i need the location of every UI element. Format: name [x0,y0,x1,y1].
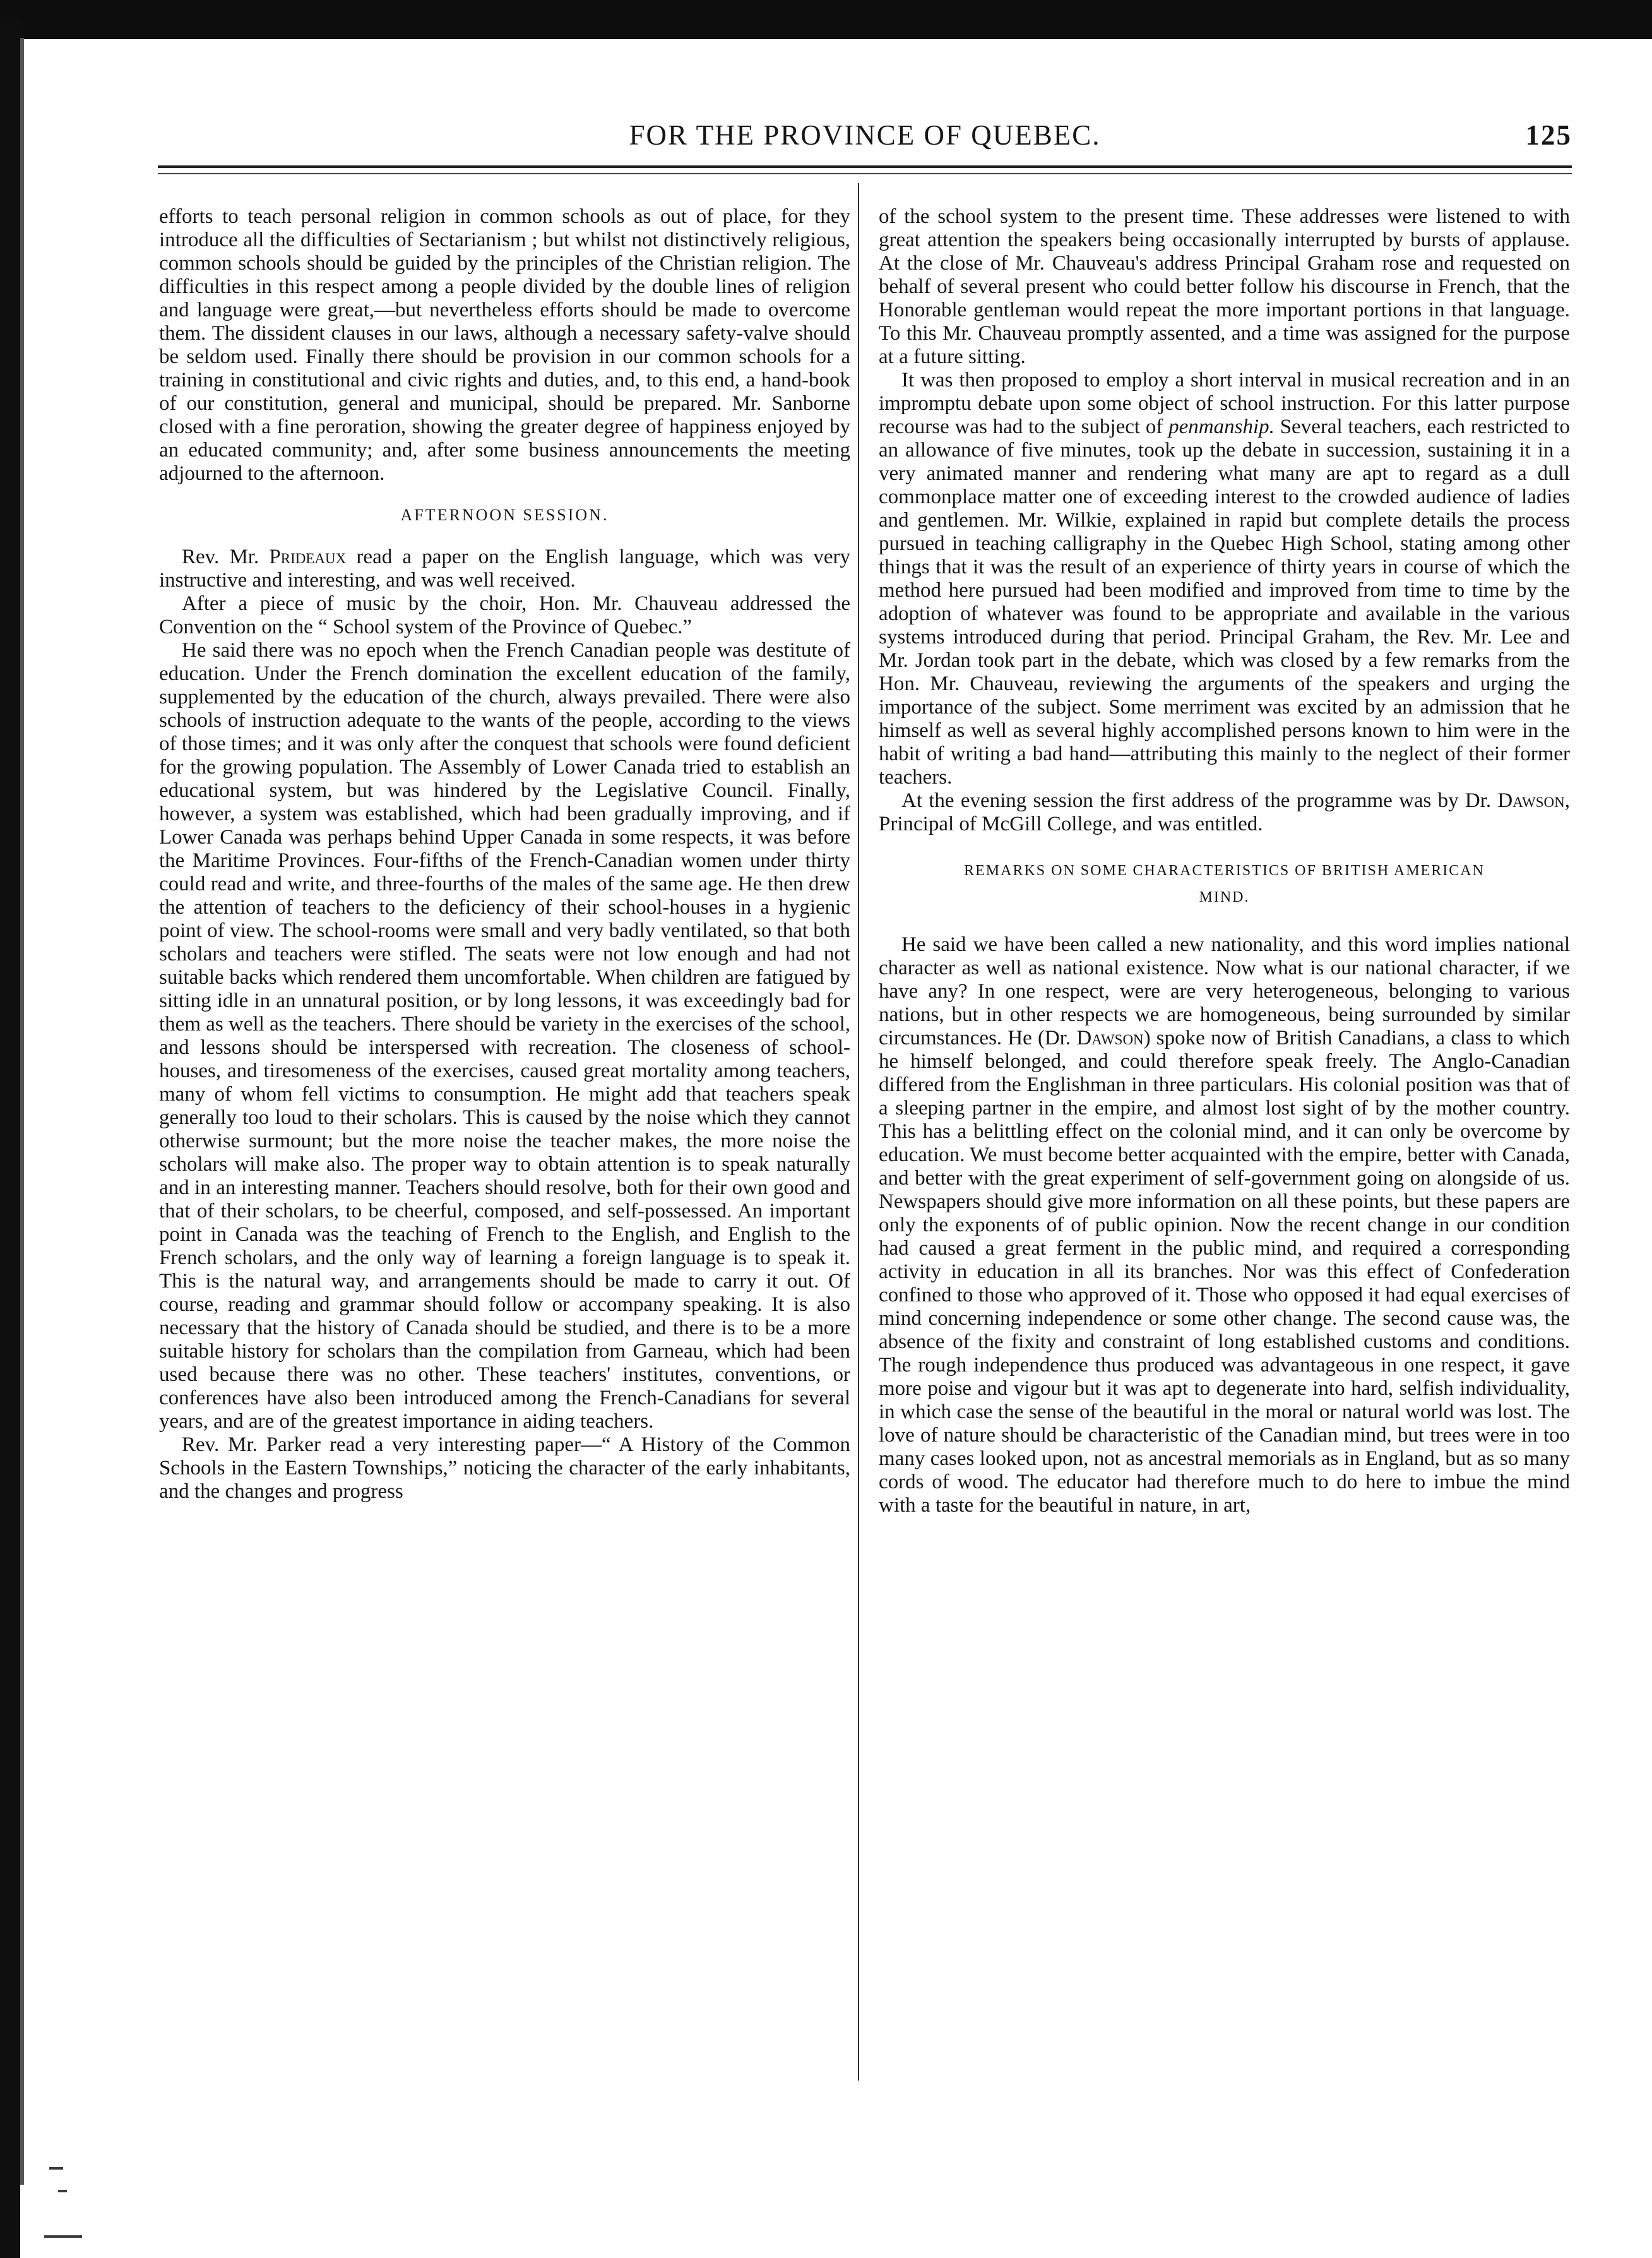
column-divider [858,183,859,2081]
nationality-rest: ) spoke now of British Canadians, a class to which he himself belonged, and could therefore speak freely. The Anglo-Canadian differed from the Englishman in three particulars. His colonial position was that of a sleeping partner in the empire, and almost lost sight of by the mother country. This has a belittling effect on the colonial mind, and it can only be overcome by education. We must become better acquainted with the empire, better with Canada, and better with the great experiment of self-government going on alongside of us. Newspapers should give more information on all these points, but these papers are only the exponents of of public opinion. Now the recent change in our condition had caused a great ferment in the public mind, and required a corresponding activity in education in all its branches. Nor was this effect of Confederation confined to those who approved of it. Those who opposed it had equal exercises of mind concerning independence or some other change. The second cause was, the absence of the fixity and constraint of long established customs and conditions. The rough independence thus produced was advantageous in one respect, it gave more poise and vigour but it was apt to degenerate into hard, selfish individuality, in which case the sense of the beautiful in the moral or natural world was lost. The love of nature should be characteristic of the Canadian mind, but trees were in too many cases looked upon, not as ancestral memorials as in England, but as so many cords of wood. The educator had therefore much to do here to imbue the mind with a taste for the beautiful in nature, in art, [879,1027,1570,1517]
left-paragraph-prideaux [159,546,850,592]
left-paragraph-epoch: He said there was no epoch when the French Canadian people was destitute of education. Under the French domination the excellent education of the family, supplemented by the education of the church, always prevailed. There were also schools of instruction adequate to the wants of the people, according to the views of those times; and it was only after the conquest that schools were found deficient for the growing population. The Assembly of Lower Canada tried to establish an educational system, but was hindered by the Legislative Council. Finally, however, a system was established, which had been gradually improving, and if Lower Canada was perhaps behind Upper Canada in some respects, it was before the Maritime Provinces. Four-fifths of the French-Canadian women under thirty could read and write, and three-fourths of the males of the same age. He then drew the attention of teachers to the deficiency of their school-houses in a hygienic point of view. The school-rooms were small and very badly ventilated, so that both scholars and teachers were stifled. The seats were not low enough and had not suitable backs which rendered them uncomfortable. When children are fatigued by sitting idle in an unnatural position, or by long lessons, it was exceedingly bad for them as well as the teachers. There should be variety in the exercises of the school, and lessons should be interspersed with recreation. The closeness of school-houses, and tiresomeness of the exercises, caused great mortality among teachers, many of whom fell victims to consumption. He might add that teachers speak generally too loud to their scholars. This is caused by the noise which they cannot otherwise surmount; but the more noise the teacher makes, the more noise the scholars will make also. The proper way to obtain attention is to speak naturally and in an interesting manner. Teachers should resolve, both for their own good and that of their scholars, to be cheerful, composed, and self-possessed. An important point in Canada was the teaching of French to the English, and English to the French scholars, and the only way of learning a foreign language is to speak it. This is the natural way, and arrangements should be made to carry it out. Of course, reading and grammar should follow or accompany speaking. It is also necessary that the history of Canada should be studied, and there is to be a more suitable history for scholars than the compilation from Garneau, which had been used because there was no other. These teachers' institutes, conventions, or conferences have also been introduced among the French-Canadians for several years, and are of the greatest importance in aiding teachers. [159,639,850,1433]
left-column [159,205,850,2093]
remarks-heading-line-1: REMARKS ON SOME CHARACTERISTICS OF BRITISH AMERICAN [964,863,1485,879]
scan-gutter-shadow [20,38,24,2185]
evening-lead: At the evening session the first address of the programme was by Dr. [901,789,1498,812]
evening-rest: , Principal of McGill College, and was entitled. [879,789,1570,835]
penmanship-lead: It was then proposed to employ a short interval in musical recreation and in an impromptu debate upon some object of school instruction. For this latter purpose recourse was had to the subject of [879,369,1570,438]
left-paragraph-parker: Rev. Mr. Parker read a very interesting paper—“ A History of the Common Schools in the Eastern Townships,” noticing the character of the early inhabitants, and the changes and progress [159,1433,850,1503]
right-paragraph-penmanship [879,369,1570,789]
remarks-heading-line-2: MIND. [1199,889,1250,905]
scan-top-border [0,0,1652,39]
nationality-lead: He said we have been called a new nationality, and this word implies national character as well as national existence. Now what is our national character, if we have any? In one respect, were are very heterogeneous, belonging to various nations, but in other respects we are homogeneous, being surrounded by similar circumstances. He (Dr. [879,933,1570,1049]
page-number: 125 [1525,119,1572,151]
scan-speck [44,2235,82,2238]
running-head [158,114,1572,158]
scan-speck [49,2167,63,2170]
left-paragraph-1: efforts to teach personal religion in common schools as out of place, for they introduce all the difficulties of Sectarianism ; but whilst not distinctively religious, common schools should be guided by the principles of the Christian religion. The difficulties in this respect among a people divided by the double lines of religion and language were great,—but nevertheless efforts should be made to overcome them. The dissident clauses in our laws, although a necessary safety-valve should be seldom used. Finally there should be provision in our common schools for a training in constitutional and civic rights and duties, and, to this end, a hand-book of our constitution, general and municipal, should be prepared. Mr. Sanborne closed with a fine peroration, showing the greater degree of happiness enjoyed by an educated community; and, after some business announcements the meeting adjourned to the afternoon. [159,205,850,485]
prideaux-name: Prideaux [269,546,347,568]
running-title: FOR THE PROVINCE OF QUEBEC. [629,119,1101,151]
right-paragraph-1: of the school system to the present time. These addresses were listened to with great attention the speakers being occasionally interrupted by bursts of applause. At the close of Mr. Chauveau's address Principal Graham rose and requested on behalf of several present who could better follow his discourse in French, that the Honorable gentleman would repeat the more important portions in that language. To this Mr. Chauveau promptly assented, and a time was assigned for the purpose at a future sitting. [879,205,1570,368]
prideaux-rest: read a paper on the English language, which was very instructive and interesting, and was well received. [159,546,850,592]
left-paragraph-chauveau: After a piece of music by the choir, Hon. Mr. Chauveau addressed the Convention on the “ School system of the Province of Quebec.” [159,592,850,638]
dawson-name-2: Dawson [1076,1027,1144,1049]
right-paragraph-evening [879,789,1570,836]
remarks-heading [879,857,1570,911]
right-column [879,205,1570,2093]
scan-speck [58,2190,67,2192]
scan-left-border [0,19,20,2258]
penmanship-term: penmanship. [1168,415,1275,438]
afternoon-session-heading: AFTERNOON SESSION. [400,506,609,524]
header-rule-thin [158,173,1572,174]
penmanship-rest: Several teachers, each restricted to an allowance of five minutes, took up the debate in succession, sustaining it in a very animated manner and rendering what many are apt to regard as a dull commonplace matter one of exceeding interest to the crowded audience of ladies and gentlemen. Mr. Wilkie, explained in rapid but complete details the process pursued in teaching calligraphy in the Quebec High School, stating among other things that it was the result of an experience of thirty years in course of which the method here pursued had been modified and improved from time to time by the adoption of whatever was found to be appropriate and available in the various systems introduced during that period. Principal Graham, the Rev. Mr. Lee and Mr. Jordan took part in the debate, which was closed by a few remarks from the Hon. Mr. Chauveau, reviewing the arguments of the speakers and urging the importance of the subject. Some merriment was excited by an admission that he himself as well as several highly accomplished persons known to him were in the habit of writing a bad hand—attributing this mainly to the neglect of their former teachers. [879,415,1570,789]
header-rule [158,165,1572,168]
prideaux-lead: Rev. Mr. [182,546,270,568]
dawson-name: Dawson [1497,789,1565,812]
right-paragraph-nationality [879,933,1570,1517]
